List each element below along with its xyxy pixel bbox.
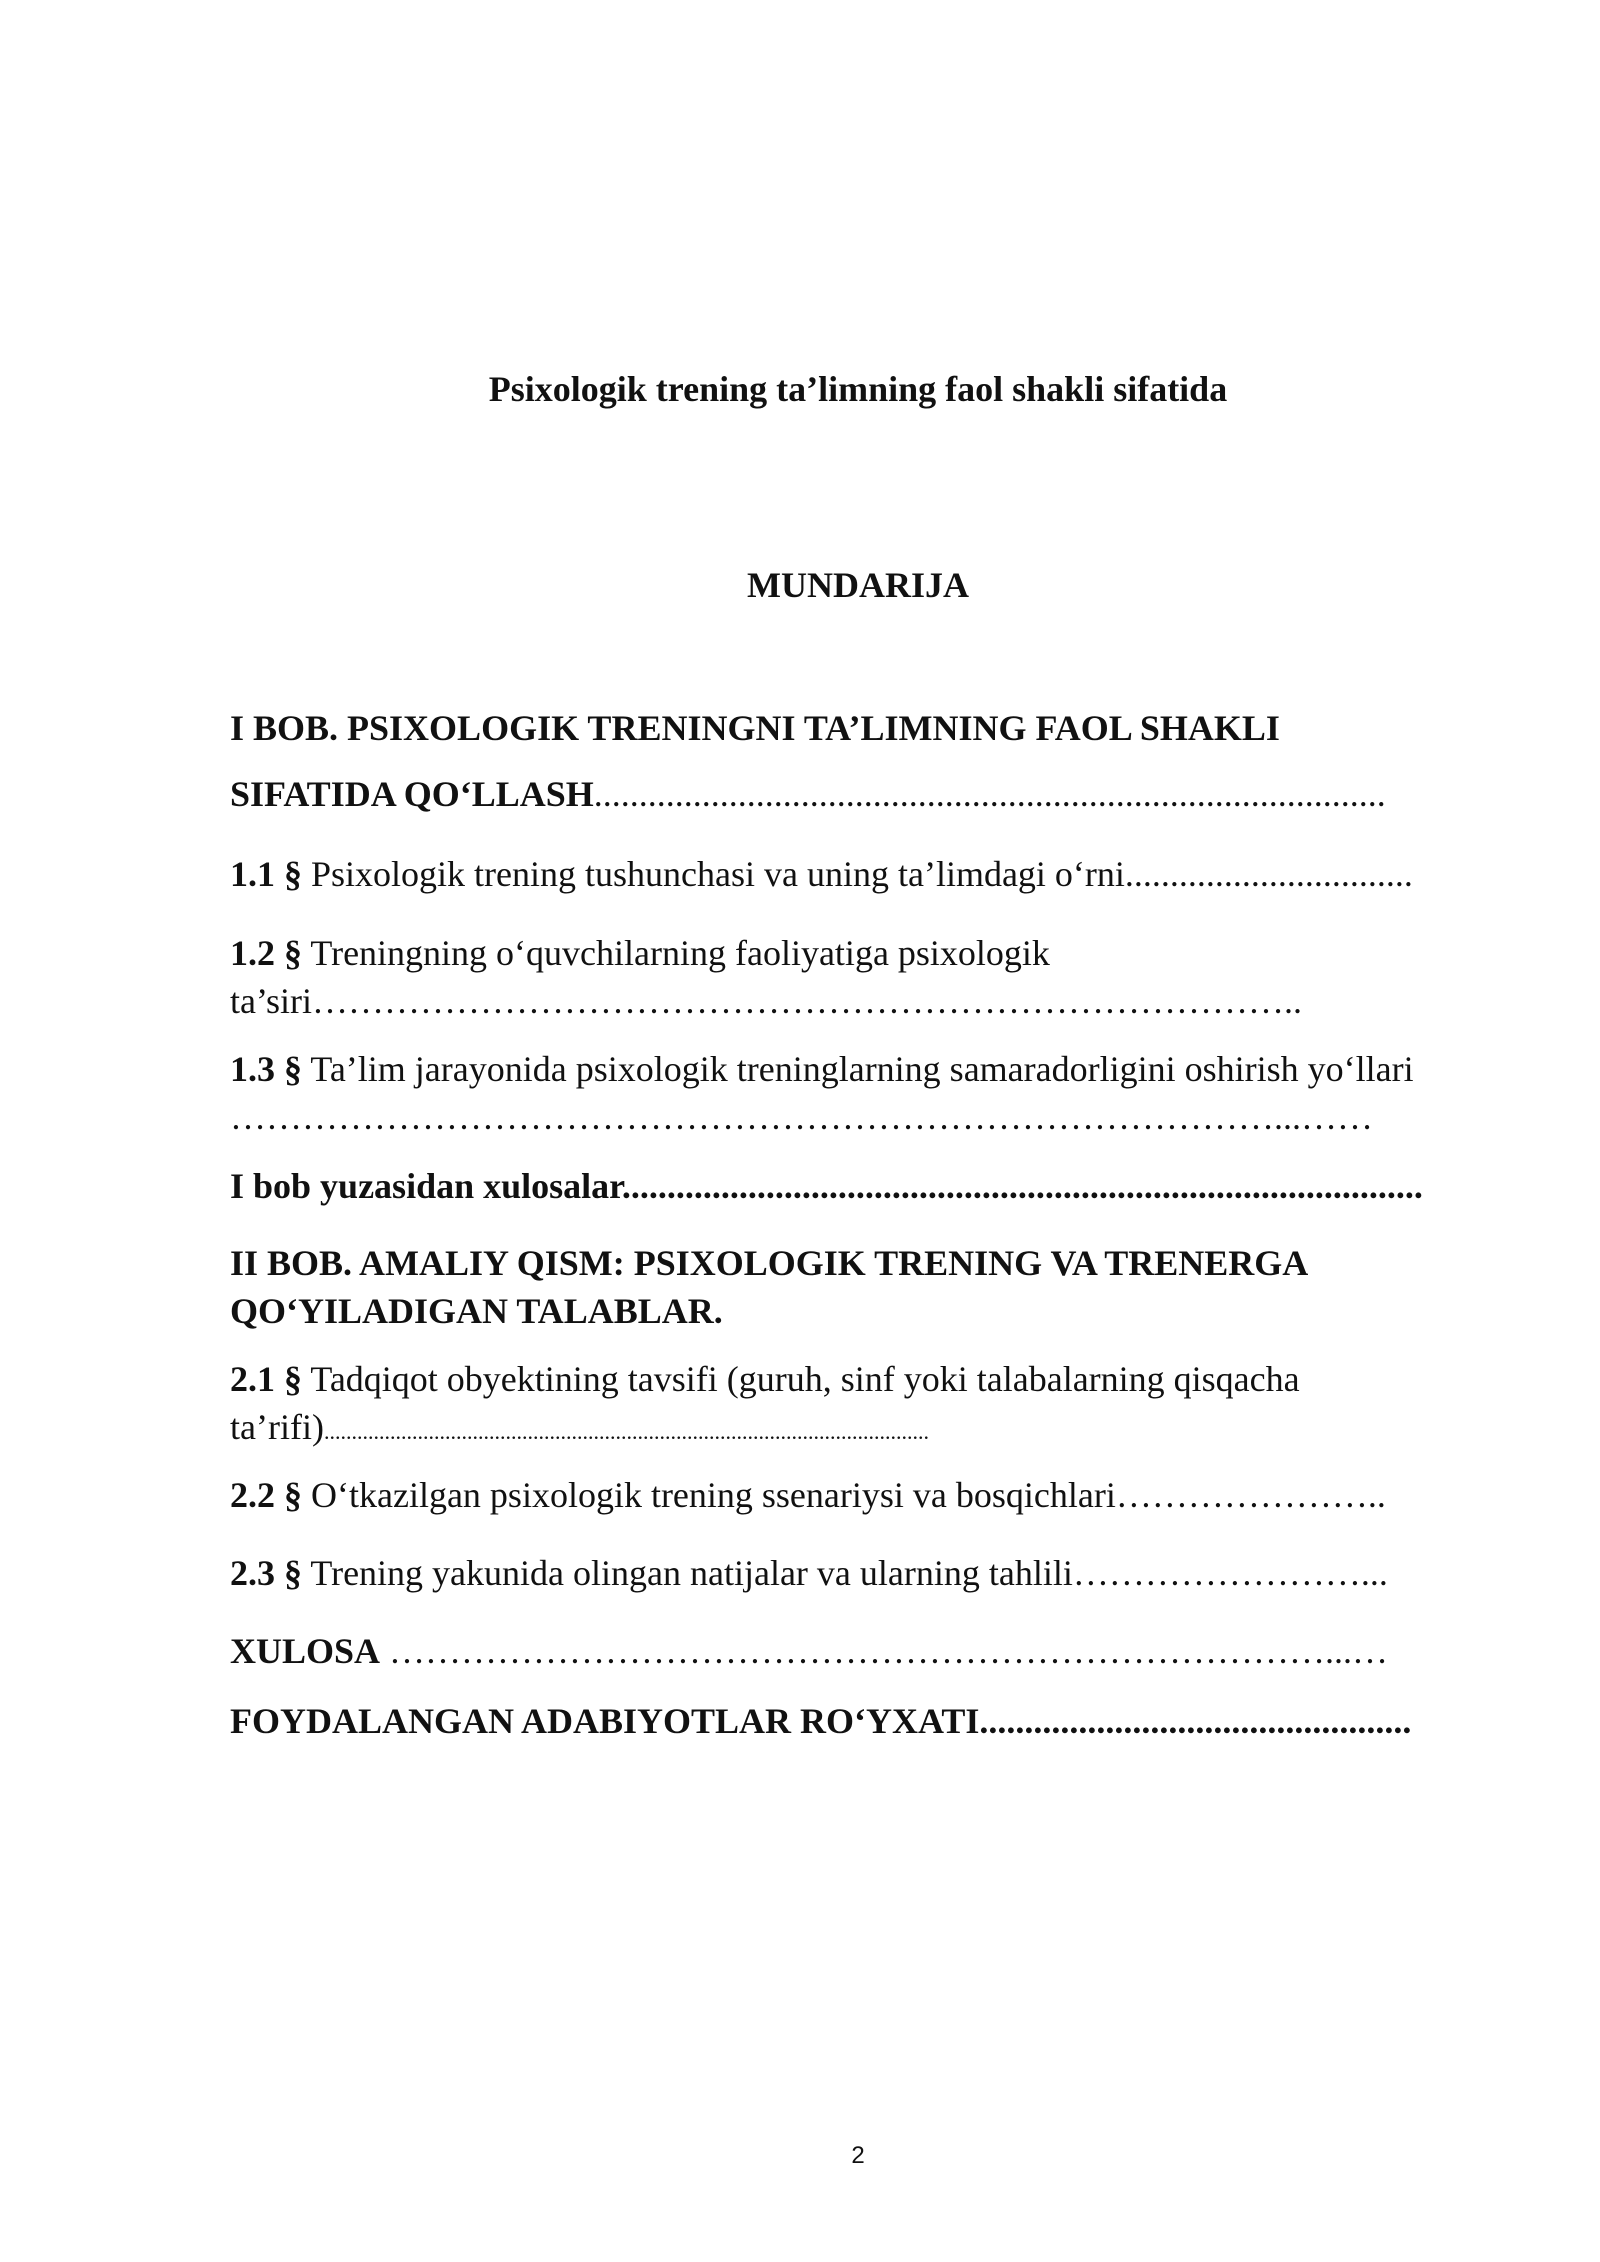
document-title: Psixologik trening ta’limning faol shakli sifatida [488,369,1228,409]
toc-chapter-2-title-line-2: QO‘YILADIGAN TALABLAR. [230,1291,723,1331]
toc-item-2-1 [230,1355,1500,1403]
toc-item-1-3-number: 1.3 § [230,1049,302,1089]
toc-references-text: FOYDALANGAN ADABIYOTLAR RO‘YXATI [230,1701,980,1741]
toc-item-1-3-text: Ta’lim jarayonida psixologik treninglarning samaradorligini oshirish yo‘llari [302,1049,1414,1089]
toc-item-1-1-text: Psixologik trening tushunchasi va uning ta’limdagi o‘rni [302,854,1125,894]
toc-item-1-2 [230,929,1500,977]
toc-item-2-3-number: 2.3 § [230,1553,302,1593]
toc-chapter-1-summary-text: I bob yuzasidan xulosalar [230,1166,622,1206]
toc-chapter-1-title-line-2 [230,770,1500,818]
toc-chapter-2-title-line-1: II BOB. AMALIY QISM: PSIXOLOGIK TRENING VA TRENERGA [230,1243,1309,1283]
toc-item-2-1-leader: .............................................................................................................. [323,1419,929,1444]
toc-item-1-3-line-2: ……………………………………………………………………………...…… [230,1097,1373,1137]
toc-chapter-1-summary-leader: ......................................................................................... [621,1166,1423,1206]
toc-item-1-3 [230,1045,1500,1093]
toc-item-1-1 [230,850,1500,898]
toc-item-1-2-number: 1.2 § [230,933,302,973]
toc-chapter-1-summary [230,1162,1500,1210]
toc-item-1-2-text: Treningning o‘quvchilarning faoliyatiga psixologik [302,933,1050,973]
toc-item-1-1-leader: ................................ [1124,854,1413,894]
toc-item-2-2-text: O‘tkazilgan psixologik trening ssenariysi va bosqichlari………………….. [302,1475,1386,1515]
toc-item-1-2-line-2: ta’siri……………………………………………………………………….. [230,981,1302,1021]
toc-conclusion [230,1627,1500,1675]
toc-item-2-3 [230,1549,1500,1597]
toc-chapter-1-title-text: SIFATIDA QO‘LLASH [230,774,594,814]
toc-references [230,1697,1500,1745]
toc-heading: MUNDARIJA [747,565,969,605]
toc-item-2-2-number: 2.2 § [230,1475,302,1515]
page-number: 2 [851,2142,865,2169]
toc-item-2-3-text: Trening yakunida olingan natijalar va ularning tahlili……………………... [302,1553,1388,1593]
toc-item-2-1-line-2 [230,1403,1500,1456]
toc-item-2-2 [230,1471,1500,1519]
toc-item-1-1-number: 1.1 § [230,854,302,894]
toc-references-leader: ................................................ [979,1701,1412,1741]
toc-item-2-1-line-2-text: ta’rifi) [230,1407,324,1447]
toc-item-2-1-number: 2.1 § [230,1359,302,1399]
toc-chapter-1-leader: ........................................................................................ [593,774,1386,814]
toc-item-2-1-text: Tadqiqot obyektining tavsifi (guruh, sinf yoki talabalarning qisqacha [302,1359,1300,1399]
toc-chapter-1-title-line-1: I BOB. PSIXOLOGIK TRENINGNI TA’LIMNING FAOL SHAKLI [230,708,1280,748]
toc-conclusion-text: XULOSA [230,1631,381,1671]
toc-conclusion-leader: ……………………………………………………………………...… [380,1631,1389,1671]
